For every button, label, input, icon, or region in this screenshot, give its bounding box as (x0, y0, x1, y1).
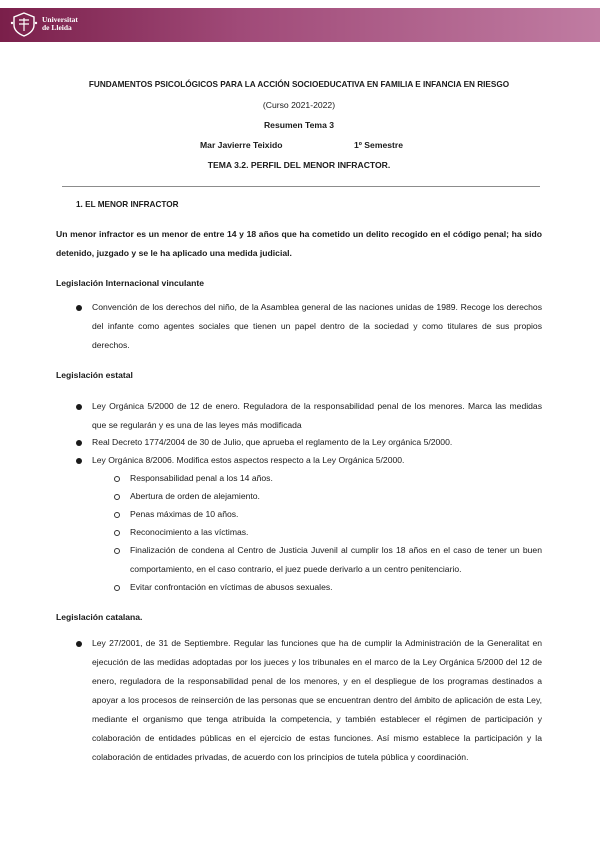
logo-line2: de Lleida (42, 23, 72, 32)
bullet-icon (76, 641, 82, 647)
logo-line1: Universitat (42, 15, 78, 24)
sub-item: Responsabilidad penal a los 14 años. (130, 473, 273, 483)
sub-item: Finalización de condena al Centro de Justicia Juvenil al cumplir los 18 años en el caso de tener un buen comportamiento, en el caso contrario, el juez puede derivarlo a un centro penitenciario. (130, 545, 542, 574)
divider (62, 186, 540, 187)
topic-title: TEMA 3.2. PERFIL DEL MENOR INFRACTOR. (207, 160, 391, 170)
state-item: Real Decreto 1774/2004 de 30 de Julio, que aprueba el reglamento de la Ley orgánica 5/2000. (92, 437, 453, 447)
sub-bullet-icon (114, 494, 120, 500)
cat-heading: Legislación catalana. (56, 612, 143, 622)
state-heading: Legislación estatal (56, 370, 133, 380)
sub-bullet-icon (114, 585, 120, 591)
section-heading: 1. EL MENOR INFRACTOR (76, 200, 179, 209)
sub-bullet-icon (114, 530, 120, 536)
state-item: Ley Orgánica 8/2006. Modifica estos aspectos respecto a la Ley Orgánica 5/2000. (92, 455, 405, 465)
sub-bullet-icon (114, 512, 120, 518)
sub-item: Penas máximas de 10 años. (130, 509, 239, 519)
sub-bullet-icon (114, 476, 120, 482)
definition-paragraph: Un menor infractor es un menor de entre 14 y 18 años que ha cometido un delito recogido en el código penal; ha sido detenido, juzgado y se le ha aplicado una medida judicial. (56, 229, 542, 258)
university-logo (10, 11, 78, 37)
semester: 1º Semestre (354, 140, 404, 150)
cat-item: Ley 27/2001, de 31 de Septiembre. Regular las funciones que ha de cumplir la Administración de la Generalitat en ejecución de las medidas adoptadas por los jueces y los tribunales en el marco de la Ley Orgánica 5/2000 del 12 de enero, reguladora de la responsabilidad penal de los menores, y en el despliegue de los programas destinados a apoyar a los procesos de reinserción de las personas que se encuentran dentro del ámbito de aplicación de esta Ley, mediante el organismo que tenga atribuida la competencia, y también establecer el régimen de participación y colaboración de entidades públicas en el ejercicio de estas funciones. Así mismo establece la participación y la colaboración de entidades privadas, de acuerdo con los principios de tutela pública y coordinación. (92, 638, 542, 762)
course-year: (Curso 2021-2022) (262, 100, 336, 110)
sub-item: Evitar confrontación en víctimas de abusos sexuales. (130, 582, 333, 592)
bullet-icon (76, 305, 82, 311)
shield-icon (10, 11, 38, 37)
summary-label: Resumen Tema 3 (263, 120, 335, 130)
sub-item: Abertura de orden de alejamiento. (130, 491, 260, 501)
sub-item: Reconocimiento a las víctimas. (130, 527, 249, 537)
intl-item: Convención de los derechos del niño, de la Asamblea general de las naciones unidas de 1989. Recoge los derechos del infante como agentes sociales que tienen un papel dentro de la sociedad y como titulares de sus propios derechos. (92, 302, 542, 350)
bullet-icon (76, 458, 82, 464)
sub-bullet-icon (114, 548, 120, 554)
bullet-icon (76, 440, 82, 446)
intl-heading: Legislación Internacional vinculante (56, 278, 205, 288)
author-name: Mar Javierre Teixido (200, 140, 283, 150)
state-item: Ley Orgánica 5/2000 de 12 de enero. Reguladora de la responsabilidad penal de los menores. Marca las medidas que se regularán y es una de las leyes más modificada (92, 401, 542, 430)
header-bar (0, 8, 600, 42)
document-title: FUNDAMENTOS PSICOLÓGICOS PARA LA ACCIÓN SOCIOEDUCATIVA EN FAMILIA E INFANCIA EN RIESGO (88, 80, 510, 89)
bullet-icon (76, 404, 82, 410)
